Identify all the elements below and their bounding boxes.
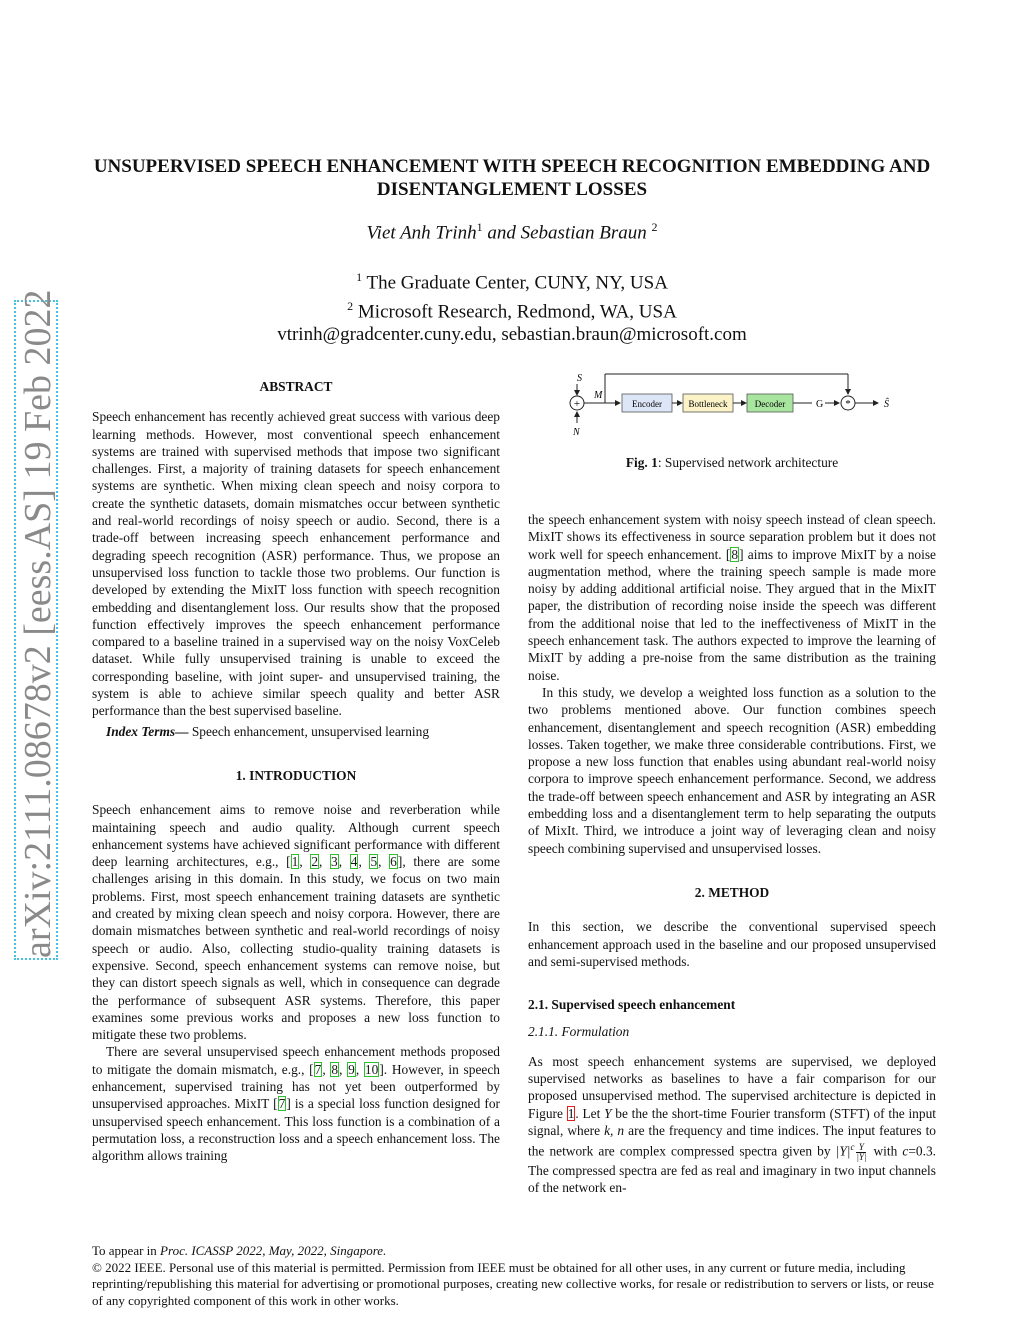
author-line <box>80 220 944 244</box>
footer-appear: To appear in <box>92 1243 161 1258</box>
intro-p1-end: ], there are some challenges arising in this domain. In this study, we focus on two main problems. First, most speech enhancement training datasets are synthetic and created by mixing clean speech and noisy corpora. However, there are domain mismatches between synthetic and real-world recordings of noisy speech or audio. Also, collecting studio-quality training datasets is expensive. Second, speech enhancement systems can remove noise, but they can distort speech signals as well, which in consequence can degrade the performance of subsequent ASR systems. Therefore, this paper examines some previous works and proposes a new loss function to mitigate these two problems. <box>92 854 500 1043</box>
footer-line-1 <box>92 1243 944 1260</box>
form-b: . Let <box>575 1105 605 1121</box>
arxiv-side-identifier: arXiv:2111.08678v2 [eess.AS] 19 Feb 2022 <box>14 300 58 960</box>
footer-copyright: © 2022 IEEE. Personal use of this material is permitted. Permission from IEEE must be obtained for all other uses, in any current or future media, including reprinting/republishing this material for advertising or promotional purposes, creating new collective works, for resale or redistribution to servers or lists, or reuse of any copyrighted component of this work in other works. <box>92 1259 934 1308</box>
expr-abs-y: |Y| <box>835 1143 851 1159</box>
intro-p1-start: Speech enhancement aims to remove noise and reverberation while maintaining speech and audio quality. Although current speech enhancement systems have achieved significant performance with different deep learning architectures, e.g., [ <box>92 802 500 870</box>
fig-label-m: M <box>594 390 603 401</box>
right-paragraph-1 <box>528 511 936 684</box>
sum-symbol: + <box>573 398 581 410</box>
citation-link[interactable]: 2 <box>311 854 319 870</box>
abstract-text: Speech enhancement has recently achieved great success with various deep learning methods. However, most conventional speech enhancement systems are trained with supervised methods that impose two significant challenges. First, a majority of training datasets for speech enhancement systems are synthetic. When mixing clean speech and noisy corpora to create the synthetic datasets, domain mismatches occur between synthetic and real-world recordings of noisy speech or audio. Second, there is a trade-off between increasing speech enhancement performance and degrading speech recognition (ASR) performance. Thus, we propose an unsupervised loss function to tackle those two problems. Our function is developed by extending the MixIT loss function with speech recognition embedding and disentanglement loss. Our results show that the proposed function effectively improves the speech enhancement performance compared to a baseline trained in a supervised way on the noisy VoxCeleb dataset. While fully unsupervised training is unable to exceed the corresponding baseline, with joint super- and unsupervised training, the system is able to achieve similar speech quality and better ASR performance than the best supervised baseline. <box>92 409 500 719</box>
method-heading: 2. METHOD <box>694 884 770 900</box>
abstract-heading: ABSTRACT <box>259 379 333 394</box>
right-p1-start: the speech enhancement system with noisy speech instead of clean speech. MixIT shows its effectiveness in source separation problem but it does not work well for speech enhancement. [ <box>528 512 936 562</box>
page-footer <box>92 1243 944 1309</box>
var-y: Y <box>604 1105 612 1121</box>
affil-2: Microsoft Research, Redmond, WA, USA <box>357 301 677 323</box>
architecture-diagram <box>560 370 905 440</box>
encoder-label: Encoder <box>632 399 662 409</box>
author-1-sup: 1 <box>476 220 483 234</box>
affil-1-sup: 1 <box>356 270 363 284</box>
author-2: Sebastian Braun <box>520 222 647 244</box>
citation-link[interactable]: 9 <box>348 1061 355 1077</box>
citation-link[interactable]: 5 <box>370 854 378 870</box>
right-column <box>528 511 936 1197</box>
citation-link[interactable]: 1 <box>291 854 299 870</box>
mult-symbol: * <box>845 398 851 410</box>
index-terms-text: Speech enhancement, unsupervised learning <box>188 723 430 739</box>
figure-ref-link[interactable]: 1 <box>567 1105 575 1121</box>
frac-den: |Y| <box>856 1152 867 1163</box>
form-f: =0.3. The compressed spectra are fed as real and imaginary in two input channels of the network en- <box>528 1143 936 1196</box>
footer-venue: Proc. ICASSP 2022, May, 2022, Singapore. <box>160 1243 387 1258</box>
formulation-paragraph <box>528 1053 936 1197</box>
figure-1-diagram <box>560 370 905 440</box>
citation-link[interactable]: 8 <box>331 1061 339 1077</box>
author-and: and <box>482 222 521 244</box>
paper-title: UNSUPERVISED SPEECH ENHANCEMENT WITH SPEECH RECOGNITION EMBEDDING AND DISENTANGLEMENT LOSSES <box>93 156 931 200</box>
citation-link[interactable]: 6 <box>390 854 397 870</box>
fig-label-s: S <box>577 373 582 384</box>
caption-label: Fig. 1 <box>625 455 658 470</box>
fig-label-s-hat: Ŝ <box>884 399 889 410</box>
intro-paragraph-2: There are several unsupervised speech enhancement methods proposed to mitigate the domain mismatch, e.g., [7, 8, 9, 10]. However, in speech enhancement, supervised training has not yet been outperformed by unsupervised approaches. MixIT [7] is a special loss function designed for unsupervised speech enhancement. This loss function is a combination of a permutation loss, a reconstruction loss and a speech enhancement loss. The algorithm allows training <box>92 1044 500 1164</box>
form-c: be the the short-time Fourier transform (STFT) of the input signal, where <box>528 1105 936 1138</box>
frac-num: Y <box>856 1143 866 1153</box>
fig-label-g: G <box>816 399 824 410</box>
intro-paragraph-1: Speech enhancement aims to remove noise and reverberation while maintaining speech and audio quality. Although current speech enhancement systems have achieved significant performance with different deep learning architectures, e.g., [1, 2, 3, 4, 5, 6], there are some challenges arising in this domain. In this study, we focus on two main problems. First, most speech enhancement training datasets are synthetic and created by mixing clean speech and noisy corpora. However, there are domain mismatches between synthetic and real-world recordings of noisy speech or audio. Also, collecting studio-quality training datasets is expensive. Second, speech enhancement systems can remove noise, but they can distort speech signals as well, which in consequence can degrade the performance of subsequent ASR systems. Therefore, this paper examines some previous works and proposes a new loss function to mitigate these two problems. <box>92 802 500 1043</box>
intro-p2-start: There are several unsupervised speech enhancement methods proposed to mitigate the domain mismatch, e.g., [ <box>92 1044 500 1077</box>
expr-sup: c <box>850 1142 855 1153</box>
method-paragraph: In this section, we describe the conventional supervised speech enhancement approach used in the baseline and our proposed unsupervised and semi-supervised methods. <box>528 919 936 969</box>
right-p1-end: ] aims to improve MixIT by a noise augmentation method, where the training speech sample is made more noisy by adding additional artificial noise. They argued that in the MixIT paper, the distribution of recording noise inside the speech was different from the additional noise that led to the ineffectiveness of MixIT in the speech enhancement task. The authors expected to improve the learning of MixIT by adding a pre-noise from the same distribution as the training noise. <box>528 546 936 683</box>
intro-p2-mid: ]. However, in speech enhancement, supervised training has not yet been outperformed by unsupervised approaches. MixIT [ <box>92 1061 500 1112</box>
citation-link[interactable]: 4 <box>350 854 358 870</box>
bottleneck-label: Bottleneck <box>688 399 728 409</box>
affiliations <box>80 266 944 346</box>
author-2-sup: 2 <box>651 220 658 234</box>
citation-link[interactable]: 7 <box>278 1096 286 1112</box>
figure-1-caption <box>528 455 936 471</box>
subsubsection-heading: 2.1.1. Formulation <box>528 1024 630 1040</box>
left-column <box>92 378 500 1164</box>
fig-label-n: N <box>573 427 580 438</box>
var-c: c <box>902 1143 909 1159</box>
intro-p2-end: ] is a special loss function designed for unsupervised speech enhancement. This loss function is a combination of a permutation loss, a reconstruction loss and a speech enhancement loss. The algorithm allows training <box>92 1096 500 1164</box>
intro-heading: 1. INTRODUCTION <box>235 767 357 783</box>
citation-link[interactable]: 10 <box>364 1061 379 1077</box>
author-1: Viet Anh Trinh <box>366 222 477 244</box>
index-terms <box>92 723 500 740</box>
citation-link[interactable]: 3 <box>331 854 338 870</box>
right-paragraph-2: In this study, we develop a weighted loss function as a solution to the two problems mentioned above. Our function combines speech enhancement, disentanglement and speech recognition (ASR) embedding losses. Taken together, we make three considerable contributions. First, we propose a new loss function that enables using abundant real-world noisy corpora to improve speech enhancement performance. Second, we address the trade-off between speech enhancement and ASR by integrating an ASR embedding loss and a disentanglement term to help separating the outputs of MixIt. Third, we introduce a joint way of leveraging clean and noisy speech combining supervised and unsupervised losses. <box>528 684 936 856</box>
affil-1: The Graduate Center, CUNY, NY, USA <box>366 272 668 294</box>
affil-2-sup: 2 <box>347 298 354 313</box>
form-e: with <box>868 1143 903 1159</box>
form-d: are the frequency and time indices. The input features to the network are complex compressed spectra given by <box>528 1122 936 1159</box>
caption-text: : Supervised network architecture <box>657 455 839 470</box>
citation-link[interactable]: 8 <box>731 546 739 562</box>
index-terms-label: Index Terms— <box>106 723 189 739</box>
emails: vtrinh@gradcenter.cuny.edu, sebastian.braun@microsoft.com <box>277 323 747 345</box>
decoder-label: Decoder <box>754 399 786 409</box>
subsection-heading: 2.1. Supervised speech enhancement <box>528 997 736 1013</box>
citation-link[interactable]: 7 <box>314 1061 322 1077</box>
form-a: As most speech enhancement systems are supervised, we deployed supervised networks as baselines to have a fair comparison for our proposed unsupervised method. The supervised architecture is depicted in Figure <box>528 1053 936 1121</box>
var-kn: k, n <box>604 1122 625 1138</box>
